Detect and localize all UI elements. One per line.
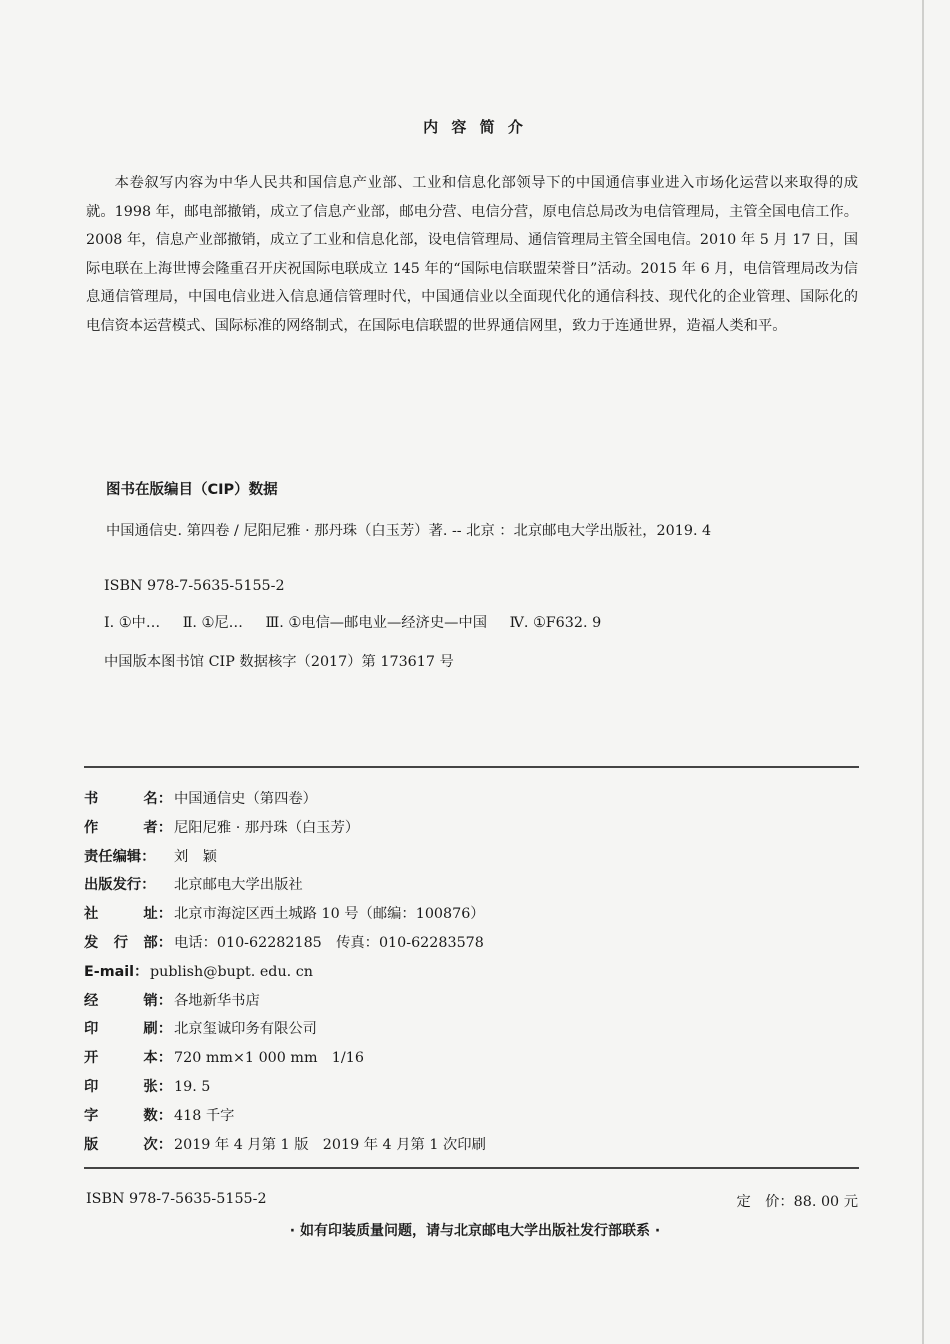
intro-title: 内 容 简 介 — [423, 118, 527, 136]
imprint-value: 418 千字 — [174, 1107, 235, 1124]
imprint-row — [84, 1044, 859, 1073]
imprint-label-part: 出版发行： — [84, 877, 156, 894]
imprint-value: 北京邮电大学出版社 — [174, 877, 303, 894]
imprint-row — [84, 785, 859, 814]
imprint-label-part: 址： — [143, 906, 172, 923]
imprint-label-part: 发 — [84, 934, 99, 951]
imprint-value: 北京玺诚印务有限公司 — [174, 1021, 317, 1038]
imprint-label — [84, 1131, 172, 1160]
cip-title: 图书在版编目（CIP）数据 — [106, 482, 278, 498]
imprint-label — [84, 1015, 172, 1044]
imprint-label — [84, 900, 172, 929]
imprint-value: 尼阳尼雅 · 那丹珠（白玉芳） — [174, 819, 360, 836]
footer-price: 定 价：88. 00 元 — [736, 1194, 858, 1210]
cip-entry: 中国通信史. 第四卷 / 尼阳尼雅 · 那丹珠（白玉芳）著. -- 北京 ：北京邮电大学出版社，2019. 4 — [106, 523, 712, 539]
imprint-table — [84, 785, 859, 1159]
imprint-label — [84, 1102, 172, 1131]
imprint-row — [84, 900, 859, 929]
imprint-label — [84, 785, 172, 814]
imprint-value: 刘 颖 — [174, 848, 217, 865]
imprint-label-part: 开 — [84, 1050, 99, 1067]
imprint-label-part: 数： — [143, 1107, 172, 1124]
imprint-label-part: 印 — [84, 1078, 99, 1095]
imprint-value: 2019 年 4 月第 1 版 2019 年 4 月第 1 次印刷 — [174, 1136, 486, 1153]
imprint-label — [84, 814, 172, 843]
cip-class-4: Ⅳ. ①F632. 9 — [509, 615, 602, 631]
imprint-row — [84, 871, 859, 900]
imprint-label — [84, 871, 172, 900]
imprint-row — [84, 958, 859, 987]
imprint-label-part: 名： — [143, 791, 172, 807]
imprint-value: 北京市海淀区西土城路 10 号（邮编：100876） — [174, 906, 485, 923]
cip-verify: 中国版本图书馆 CIP 数据核字（2017）第 173617 号 — [104, 654, 454, 670]
imprint-label-part: E-mail： — [84, 963, 149, 980]
page-edge-line — [922, 0, 924, 1344]
imprint-row — [84, 843, 859, 872]
imprint-label — [84, 1073, 172, 1102]
imprint-row — [84, 1102, 859, 1131]
cip-class-1: Ⅰ. ①中… — [104, 615, 161, 631]
imprint-label-part: 社 — [84, 906, 99, 923]
imprint-value: 中国通信史（第四卷） — [174, 791, 317, 807]
imprint-label-part: 作 — [84, 819, 99, 836]
imprint-row — [84, 987, 859, 1016]
imprint-label — [84, 1044, 172, 1073]
cip-classification — [104, 612, 619, 632]
imprint-label-part: 责任编辑： — [84, 848, 156, 865]
imprint-value[interactable]: publish@bupt. edu. cn — [150, 963, 313, 980]
cip-isbn: ISBN 978-7-5635-5155-2 — [104, 578, 285, 594]
imprint-label-part: 本： — [143, 1050, 172, 1067]
imprint-label-part: 印 — [84, 1021, 99, 1038]
imprint-row — [84, 814, 859, 843]
imprint-label — [84, 958, 148, 987]
imprint-label-part: 书 — [84, 791, 99, 807]
cip-class-3: Ⅲ. ①电信—邮电业—经济史—中国 — [265, 615, 488, 631]
cip-class-2: Ⅱ. ①尼… — [182, 615, 243, 631]
imprint-label — [84, 987, 172, 1016]
imprint-label-part: 张： — [143, 1078, 172, 1095]
imprint-label-part: 版 — [84, 1136, 99, 1153]
imprint-top-rule — [84, 766, 859, 768]
imprint-row — [84, 1073, 859, 1102]
imprint-row — [84, 929, 859, 958]
imprint-value: 720 mm×1 000 mm 1/16 — [174, 1050, 364, 1067]
imprint-label-part: 次： — [143, 1136, 172, 1153]
imprint-label — [84, 929, 172, 958]
imprint-label-part: 部： — [143, 934, 172, 951]
footer-notice: · 如有印装质量问题，请与北京邮电大学出版社发行部联系 · — [289, 1223, 661, 1239]
imprint-value: 19. 5 — [174, 1078, 211, 1095]
imprint-label-part: 刷： — [143, 1021, 172, 1038]
imprint-label-part: 销： — [143, 992, 172, 1009]
imprint-value: 电话：010-62282185 传真：010-62283578 — [174, 934, 484, 951]
imprint-row — [84, 1015, 859, 1044]
imprint-label — [84, 843, 172, 872]
intro-body: 本卷叙写内容为中华人民共和国信息产业部、工业和信息化部领导下的中国通信事业进入市场化运营以来取得的成就。1998 年，邮电部撤销，成立了信息产业部，邮电分营、电信分营，原电信总局改为电信管理局，主管全国电信工作。2008 年，信息产业部撤销，成立了工业和信息化部，设电信管理局、通信管理局主管全国电信。2010 年 5 月 17 日，国际电联在上海世博会隆重召开庆祝国际电联成立 145 年的“国际电信联盟荣誉日”活动。2015 年 6 月，电信管理局改为信息通信管理局，中国电信业进入信息通信管理时代，中国通信业以全面现代化的通信科技、现代化的企业管理、国际化的电信资本运营模式、国际标准的网络制式，在国际电信联盟的世界通信网里，致力于连通世界，造福人类和平。 — [86, 175, 858, 334]
imprint-label-part: 行 — [113, 934, 128, 951]
imprint-row — [84, 1131, 859, 1160]
imprint-bottom-rule — [84, 1167, 859, 1169]
imprint-value: 各地新华书店 — [174, 992, 260, 1009]
imprint-label-part: 字 — [84, 1107, 99, 1124]
footer-isbn: ISBN 978-7-5635-5155-2 — [86, 1191, 267, 1207]
imprint-label-part: 者： — [143, 819, 172, 836]
imprint-label-part: 经 — [84, 992, 99, 1009]
